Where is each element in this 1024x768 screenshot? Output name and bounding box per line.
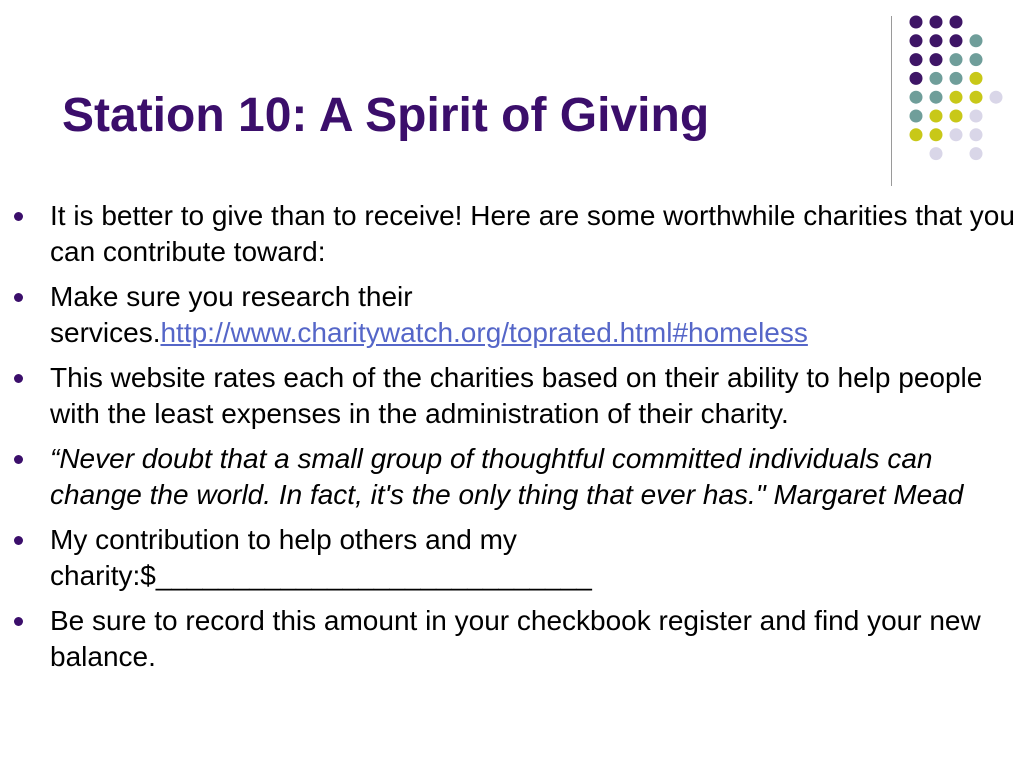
decorative-dot bbox=[950, 53, 963, 66]
decorative-dot bbox=[930, 16, 943, 29]
bullet-item-checkbook bbox=[10, 603, 1015, 675]
charitywatch-link[interactable]: http://www.charitywatch.org/toprated.html#homeless bbox=[160, 317, 808, 348]
decorative-dot bbox=[910, 16, 923, 29]
bullet-list bbox=[10, 198, 1015, 684]
quote-text: “Never doubt that a small group of thoughtful committed individuals can change the world. In fact, it's the only thing that ever has." Margaret Mead bbox=[50, 443, 964, 510]
decorative-dot bbox=[970, 128, 983, 141]
bullet-item-contribution bbox=[10, 522, 1015, 594]
bullet-text: Be sure to record this amount in your checkbook register and find your new balance. bbox=[50, 605, 981, 672]
decorative-dot bbox=[910, 34, 923, 47]
bullet-marker bbox=[14, 617, 23, 626]
bullet-marker bbox=[14, 536, 23, 545]
decorative-dot bbox=[910, 110, 923, 123]
bullet-marker bbox=[14, 455, 23, 464]
decorative-dot bbox=[930, 72, 943, 85]
decorative-dot bbox=[970, 91, 983, 104]
decorative-dot bbox=[910, 91, 923, 104]
title-divider-line bbox=[891, 16, 892, 186]
decorative-dot bbox=[910, 72, 923, 85]
decorative-dot bbox=[950, 128, 963, 141]
bullet-marker bbox=[14, 212, 23, 221]
bullet-text: Make sure you research their services. bbox=[50, 281, 413, 348]
decorative-dot bbox=[930, 147, 943, 160]
decorative-dot bbox=[950, 34, 963, 47]
slide-title: Station 10: A Spirit of Giving bbox=[62, 89, 710, 142]
bullet-item-give bbox=[10, 198, 1015, 270]
decorative-dot bbox=[970, 110, 983, 123]
decorative-dot bbox=[910, 53, 923, 66]
decorative-dot bbox=[950, 16, 963, 29]
bullet-text: It is better to give than to receive! Here are some worthwhile charities that you can contribute toward: bbox=[50, 200, 1015, 267]
bullet-text: This website rates each of the charities based on their ability to help people with the least expenses in the administration of their charity. bbox=[50, 362, 983, 429]
decorative-dot bbox=[930, 34, 943, 47]
decorative-dot bbox=[990, 91, 1003, 104]
decorative-dot bbox=[950, 72, 963, 85]
decorative-dot bbox=[910, 128, 923, 141]
bullet-item-quote bbox=[10, 441, 1015, 513]
bullet-item-website-rates bbox=[10, 360, 1015, 432]
decorative-dot bbox=[970, 72, 983, 85]
decorative-dot bbox=[930, 110, 943, 123]
bullet-marker bbox=[14, 293, 23, 302]
decorative-dot bbox=[930, 53, 943, 66]
decorative-dot bbox=[950, 91, 963, 104]
bullet-text: My contribution to help others and my charity:$____________________________ bbox=[50, 524, 592, 591]
decorative-dot bbox=[970, 53, 983, 66]
decorative-dot bbox=[970, 34, 983, 47]
decorative-dot bbox=[930, 128, 943, 141]
decorative-dot bbox=[930, 91, 943, 104]
bullet-item-research bbox=[10, 279, 1015, 351]
decorative-dot bbox=[950, 110, 963, 123]
decorative-dot bbox=[970, 147, 983, 160]
bullet-marker bbox=[14, 374, 23, 383]
